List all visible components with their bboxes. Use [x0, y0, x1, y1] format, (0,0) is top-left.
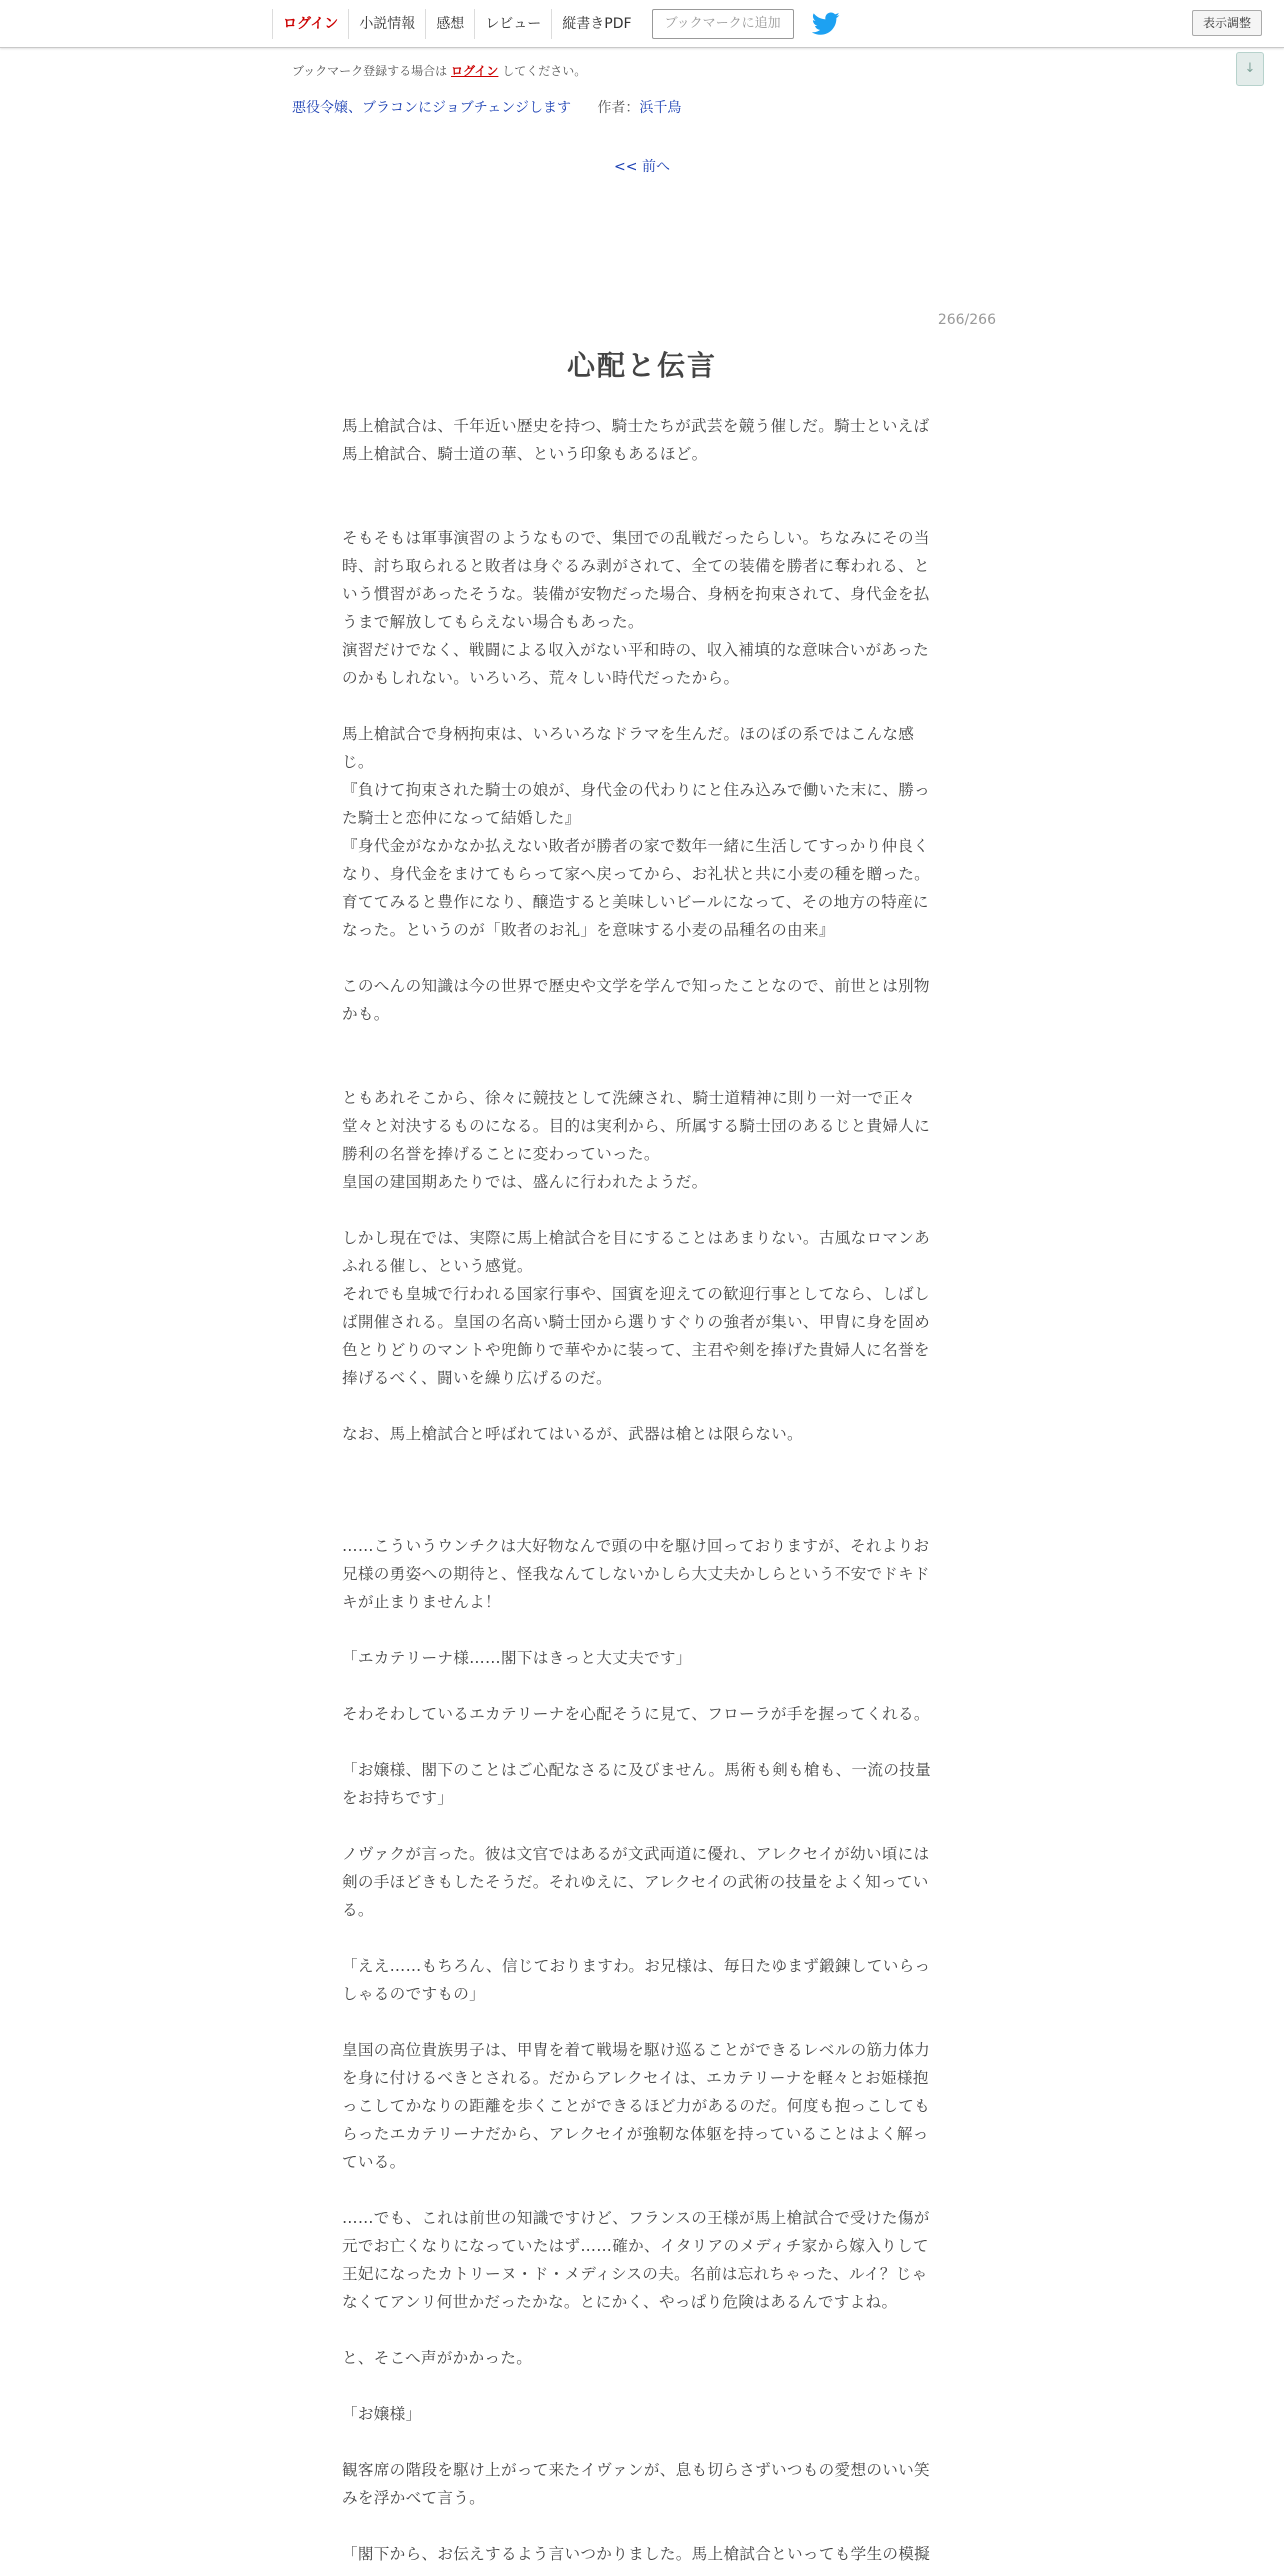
- prev-page-link-wrap: [0, 156, 1284, 176]
- body-paragraph: [342, 1196, 940, 1224]
- body-paragraph: [342, 2428, 940, 2456]
- body-paragraph: このへんの知識は今の世界で歴史や文学を学んで知ったことなので、前世とは別物かも。: [342, 977, 930, 1023]
- body-paragraph: 『負けて拘束された騎士の娘が、身代金の代わりにと住み込みで働いた末に、勝った騎士と恋仲になって結婚した』: [342, 781, 931, 827]
- body-paragraph: [342, 2008, 940, 2036]
- body-paragraph: 観客席の階段を駆け上がって来たイヴァンが、息も切らさずいつもの愛想のいい笑みを浮かべて言う。: [342, 2461, 930, 2507]
- body-paragraph: [342, 1728, 940, 1756]
- body-paragraph: 「お嬢様」: [342, 2405, 422, 2423]
- chapter-title: 心配と伝言: [566, 349, 717, 382]
- body-paragraph: 「ええ……もちろん、信じておりますわ。お兄様は、毎日たゆまず鍛錬していらっしゃるのですもの」: [342, 1957, 931, 2003]
- body-paragraph: 演習だけでなく、戦闘による収入がない平和時の、収入補填的な意味合いがあったのかもしれない。いろいろ、荒々しい時代だったから。: [342, 641, 929, 687]
- body-paragraph: それでも皇城で行われる国家行事や、国賓を迎えての歓迎行事としてなら、しばしば開催される。皇国の名高い騎士団から選りすぐりの強者が集い、甲冑に身を固め色とりどりのマントや兜飾りで華やかに装って、主君や剣を捧げた貴婦人に名誉を捧げるべく、闘いを繰り広げるのだ。: [342, 1285, 931, 1387]
- nav-login-link[interactable]: ログイン: [272, 9, 348, 39]
- body-paragraph: 『身代金がなかなか払えない敗者が勝者の家で数年一緒に生活してすっかり仲良くなり、身代金をまけてもらって家へ戻ってから、お礼状と共に小麦の種を贈った。育ててみると豊作になり、醸造すると美味しいビールになって、その地方の特産になった。というのが「敗者のお礼」を意味する小麦の品種名の由来』: [342, 837, 931, 939]
- bookmark-note-text: ブックマーク登録する場合は: [292, 64, 448, 78]
- body-paragraph: なお、馬上槍試合と呼ばれてはいるが、武器は槍とは限らない。: [342, 1425, 803, 1443]
- top-navigation-bar: [0, 0, 1284, 48]
- prev-page-link[interactable]: << 前へ: [614, 159, 670, 175]
- body-paragraph: [342, 468, 940, 496]
- body-paragraph: [342, 944, 940, 972]
- body-paragraph: 馬上槍試合は、千年近い歴史を持つ、騎士たちが武芸を競う催しだ。騎士といえば馬上槍試合、騎士道の華、という印象もあるほど。: [342, 417, 930, 463]
- novel-title-link[interactable]: 悪役令嬢、ブラコンにジョブチェンジします: [292, 100, 571, 116]
- body-paragraph: と、そこへ声がかかった。: [342, 2349, 533, 2367]
- scroll-down-button[interactable]: ↓: [1236, 52, 1264, 86]
- bookmark-login-link[interactable]: ログイン: [451, 64, 499, 78]
- body-paragraph: [342, 1476, 940, 1504]
- body-paragraph: 馬上槍試合で身柄拘束は、いろいろなドラマを生んだ。ほのぼの系ではこんな感じ。: [342, 725, 915, 771]
- body-paragraph: [342, 1616, 940, 1644]
- body-paragraph: 皇国の建国期あたりでは、盛んに行われたようだ。: [342, 1173, 708, 1191]
- body-paragraph: [342, 1672, 940, 1700]
- body-paragraph: [342, 1924, 940, 1952]
- body-paragraph: そもそもは軍事演習のようなもので、集団での乱戦だったらしい。ちなみにその当時、討ち取られると敗者は身ぐるみ剥がされて、全ての装備を勝者に奪われる、という慣習があったそうな。装備が安物だった場合、身柄を拘束されて、身代金を払うまで解放してもらえない場合もあった。: [342, 529, 930, 631]
- nav-vertical-pdf-link[interactable]: 縦書きPDF: [551, 9, 641, 39]
- display-settings-button[interactable]: 表示調整: [1192, 10, 1262, 36]
- body-paragraph: 「閣下から、お伝えするよう言いつかりました。馬上槍試合といっても学生の模擬: [342, 2545, 931, 2563]
- body-paragraph: 「お嬢様、閣下のことはご心配なさるに及びません。馬術も剣も槍も、一流の技量をお持ちです」: [342, 1761, 932, 1807]
- body-paragraph: [342, 1812, 940, 1840]
- body-paragraph: [342, 692, 940, 720]
- body-paragraph: ……こういうウンチクは大好物なんで頭の中を駆け回っておりますが、それよりお兄様の勇姿への期待と、怪我なんてしないかしら大丈夫かしらという不安でドキドキが止まりませんよ！: [342, 1537, 930, 1611]
- body-paragraph: [342, 1056, 940, 1084]
- twitter-bird-icon[interactable]: [812, 12, 840, 36]
- body-paragraph: [342, 2316, 940, 2344]
- nav-impressions-link[interactable]: 感想: [425, 9, 474, 39]
- body-paragraph: [342, 1392, 940, 1420]
- nav-review-link[interactable]: レビュー: [474, 9, 551, 39]
- author-label: 作者：: [597, 100, 640, 116]
- body-paragraph: [342, 2512, 940, 2540]
- body-paragraph: ……でも、これは前世の知識ですけど、フランスの王様が馬上槍試合で受けた傷が元でお亡くなりになっていたはず……確か、イタリアのメディチ家から嫁入りして王妃になったカトリーヌ・ド・メディシスの夫。名前は忘れちゃった、ルイ？じゃなくてアンリ何世かだったかな。とにかく、やっぱり危険はあるんですよね。: [342, 2209, 930, 2311]
- body-paragraph: [342, 2372, 940, 2400]
- chapter-body: [342, 412, 940, 2568]
- body-paragraph: [342, 1448, 940, 1476]
- bookmark-note-text-after: してください。: [502, 64, 587, 78]
- bookmark-login-note: [292, 62, 586, 79]
- chapter-number: 266/266: [937, 312, 996, 328]
- body-paragraph: そわそわしているエカテリーナを心配そうに見て、フローラが手を握ってくれる。: [342, 1705, 930, 1723]
- body-paragraph: [342, 1504, 940, 1532]
- body-paragraph: 「エカテリーナ様……閣下はきっと大丈夫です」: [342, 1649, 692, 1667]
- add-bookmark-button[interactable]: ブックマークに追加: [652, 9, 794, 39]
- author-link[interactable]: 浜千鳥: [639, 100, 682, 116]
- body-paragraph: 皇国の高位貴族男子は、甲冑を着て戦場を駆け巡ることができるレベルの筋力体力を身に付けるべきとされる。だからアレクセイは、エカテリーナを軽々とお姫様抱っこしてかなりの距離を歩くことができるほど力があるのだ。何度も抱っこしてもらったエカテリーナだから、アレクセイが強靭な体躯を持っていることはよく解っている。: [342, 2041, 931, 2171]
- nav-menu: [272, 8, 840, 40]
- body-paragraph: ノヴァクが言った。彼は文官ではあるが文武両道に優れ、アレクセイが幼い頃には剣の手ほどきもしたそうだ。それゆえに、アレクセイの武術の技量をよく知っている。: [342, 1845, 930, 1919]
- nav-novel-info-link[interactable]: 小説情報: [348, 9, 425, 39]
- novel-header: [292, 97, 681, 117]
- body-paragraph: [342, 496, 940, 524]
- body-paragraph: [342, 2176, 940, 2204]
- body-paragraph: しかし現在では、実際に馬上槍試合を目にすることはあまりない。古風なロマンあふれる催し、という感覚。: [342, 1229, 931, 1275]
- body-paragraph: ともあれそこから、徐々に競技として洗練され、騎士道精神に則り一対一で正々堂々と対決するものになる。目的は実利から、所属する騎士団のあるじと貴婦人に勝利の名誉を捧げることに変わっていった。: [342, 1089, 931, 1163]
- body-paragraph: [342, 1028, 940, 1056]
